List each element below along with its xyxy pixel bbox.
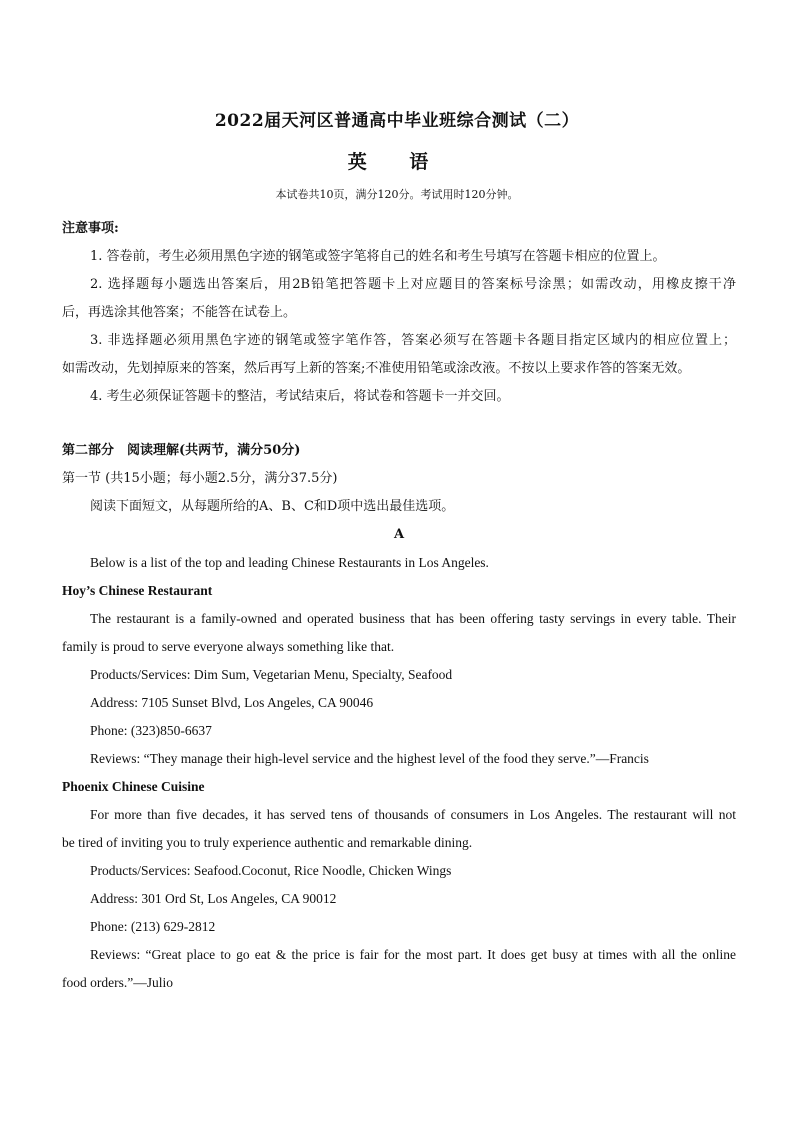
restaurant-2-products: Products/Services: Seafood.Coconut, Rice Noodle, Chicken Wings xyxy=(90,863,452,878)
exam-title: 2022届天河区普通高中毕业班综合测试（二） xyxy=(214,111,580,131)
notice-item-1: 1. 答卷前，考生必须用黑色字迹的钢笔或签字笔将自己的姓名和考生号填写在答题卡相应的位置上。 xyxy=(90,249,666,264)
notice-item-3a: 3. 非选择题必须用黑色字迹的钢笔或签字笔作答，答案必须写在答题卡各题目指定区域内的相应位置上； xyxy=(90,333,736,348)
subject-title: 英 语 xyxy=(347,151,447,173)
exam-meta: 本试卷共10页，满分120分。考试用时120分钟。 xyxy=(275,188,519,201)
restaurant-1-desc-b: family is proud to serve everyone always something like that. xyxy=(62,639,395,654)
notice-item-2a: 2. 选择题每小题选出答案后，用2B铅笔把答题卡上对应题目的答案标号涂黑；如需改动，用橡皮擦干净 xyxy=(90,277,736,292)
restaurant-1-address: Address: 7105 Sunset Blvd, Los Angeles, CA 90046 xyxy=(90,695,374,710)
restaurant-1-reviews: Reviews: “They manage their high-level service and the highest level of the food they serve.”—Francis xyxy=(90,751,649,766)
part2-heading: 第二部分 阅读理解(共两节，满分50分) xyxy=(62,443,301,458)
restaurant-2-name: Phoenix Chinese Cuisine xyxy=(62,779,205,794)
notice-item-4: 4. 考生必须保证答题卡的整洁，考试结束后，将试卷和答题卡一并交回。 xyxy=(90,389,510,404)
reading-instruction: 阅读下面短文，从每题所给的A、B、C和D项中选出最佳选项。 xyxy=(90,499,455,514)
restaurant-2-address: Address: 301 Ord St, Los Angeles, CA 90012 xyxy=(90,891,337,906)
restaurant-2-desc-a: For more than five decades, it has served tens of thousands of consumers in Los Angeles. The restaurant will not xyxy=(90,807,736,822)
restaurant-2-reviews-a: Reviews: “Great place to go eat & the price is fair for the most part. It does get busy at times with all the online xyxy=(90,947,736,962)
notice-heading: 注意事项: xyxy=(62,221,119,236)
restaurant-2-reviews-b: food orders.”—Julio xyxy=(62,975,173,990)
restaurant-2-phone: Phone: (213) 629-2812 xyxy=(90,919,216,934)
passage-label: A xyxy=(393,527,405,542)
restaurant-2-desc-b: be tired of inviting you to truly experience authentic and remarkable dining. xyxy=(62,835,473,850)
restaurant-1-phone: Phone: (323)850-6637 xyxy=(90,723,212,738)
notice-item-2b: 后，再选涂其他答案；不能答在试卷上。 xyxy=(62,305,297,320)
notice-item-3b: 如需改动，先划掉原来的答案，然后再写上新的答案;不准使用铅笔或涂改液。不按以上要求作答的答案无效。 xyxy=(62,361,691,376)
section1-heading: 第一节 (共15小题；每小题2.5分，满分37.5分) xyxy=(62,471,338,486)
restaurant-1-desc-a: The restaurant is a family-owned and operated business that has been offering tasty servings in every table. Their xyxy=(90,611,736,626)
restaurant-1-products: Products/Services: Dim Sum, Vegetarian Menu, Specialty, Seafood xyxy=(90,667,453,682)
passage-intro: Below is a list of the top and leading Chinese Restaurants in Los Angeles. xyxy=(90,555,489,570)
exam-body xyxy=(62,215,736,997)
restaurant-1-name: Hoy’s Chinese Restaurant xyxy=(62,583,213,598)
